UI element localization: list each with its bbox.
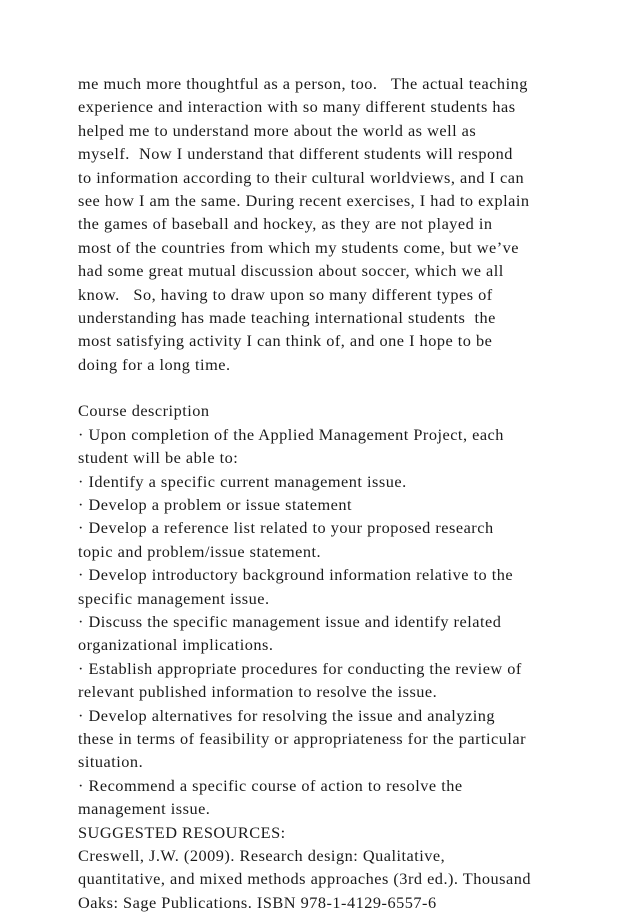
course-line: · Develop alternatives for resolving the issue and analyzing <box>78 705 496 725</box>
paragraph-line: doing for a long time. <box>78 354 231 374</box>
body-paragraph <box>78 72 638 376</box>
paragraph-gap <box>78 376 638 399</box>
course-line: · Recommend a specific course of action to resolve the <box>78 775 463 795</box>
course-heading: Course description <box>78 401 210 421</box>
paragraph-line: to information according to their cultural worldviews, and I can <box>78 167 525 187</box>
paragraph-line: had some great mutual discussion about soccer, which we all <box>78 261 504 281</box>
paragraph-line: most of the countries from which my students come, but we’ve <box>78 237 520 257</box>
paragraph-line: know. So, having to draw upon so many different types of <box>78 284 493 304</box>
course-line: · Develop a problem or issue statement <box>78 495 352 515</box>
course-line: topic and problem/issue statement. <box>78 541 322 561</box>
course-line: · Upon completion of the Applied Management Project, each <box>78 424 504 444</box>
course-line: · Establish appropriate procedures for conducting the review of <box>78 658 522 678</box>
course-line: management issue. <box>78 799 211 819</box>
paragraph-line: experience and interaction with so many different students has <box>78 97 516 117</box>
course-line: organizational implications. <box>78 635 274 655</box>
course-line: · Develop introductory background information relative to the <box>78 565 514 585</box>
course-line: student will be able to: <box>78 448 239 468</box>
course-line: situation. <box>78 752 144 772</box>
paragraph-line: myself. Now I understand that different students will respond <box>78 144 513 164</box>
course-section <box>78 399 638 914</box>
reference-line: Oaks: Sage Publications. ISBN 978-1-4129-6557-6 <box>78 892 437 912</box>
course-line: · Discuss the specific management issue and identify related <box>78 611 502 631</box>
paragraph-line: most satisfying activity I can think of, and one I hope to be <box>78 331 493 351</box>
course-line: specific management issue. <box>78 588 270 608</box>
course-line: · Identify a specific current management issue. <box>78 471 407 491</box>
reference-line: Creswell, J.W. (2009). Research design: Qualitative, <box>78 845 446 865</box>
paragraph-line: see how I am the same. During recent exercises, I had to explain <box>78 190 530 210</box>
paragraph-line: understanding has made teaching international students the <box>78 307 496 327</box>
paragraph-line: the games of baseball and hockey, as they are not played in <box>78 214 493 234</box>
course-line: these in terms of feasibility or appropriateness for the particular <box>78 728 527 748</box>
document-page <box>78 72 638 914</box>
resources-heading: SUGGESTED RESOURCES: <box>78 822 286 842</box>
course-line: · Develop a reference list related to your proposed research <box>78 518 494 538</box>
course-line: relevant published information to resolve the issue. <box>78 682 438 702</box>
paragraph-line: me much more thoughtful as a person, too. The actual teaching <box>78 74 528 93</box>
reference-line: quantitative, and mixed methods approaches (3rd ed.). Thousand <box>78 869 531 889</box>
paragraph-line: helped me to understand more about the world as well as <box>78 120 477 140</box>
